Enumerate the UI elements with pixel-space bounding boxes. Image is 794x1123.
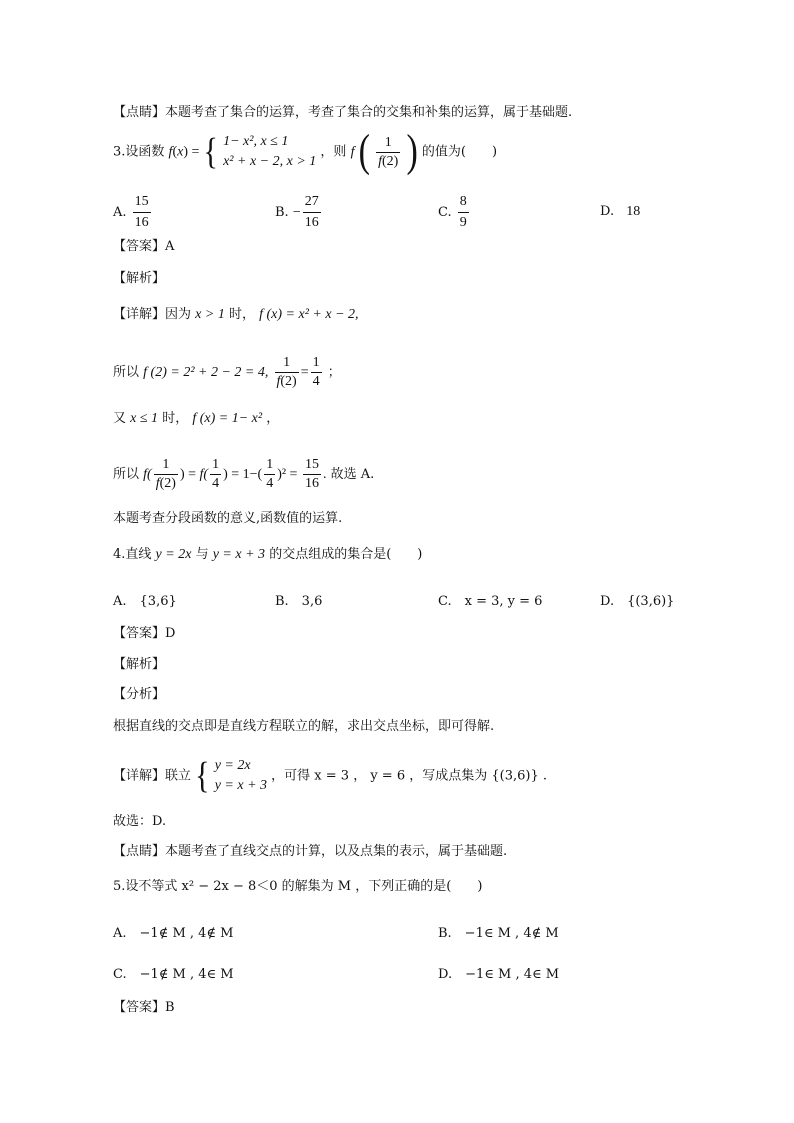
q4-option-b: B. 3,6 bbox=[275, 594, 323, 609]
q4-answer: 【答案】D bbox=[113, 626, 176, 641]
q3-d-value: 18 bbox=[626, 204, 641, 219]
q4-fenxi-text: 根据直线的交点即是直线方程联立的解，求出交点坐标，即可得解. bbox=[113, 719, 495, 734]
q4-detail-post: ，可得 x = 3 ， y = 6 ，写成点集为 {(3,6)} . bbox=[271, 768, 547, 784]
q3-so2-pre: 所以 bbox=[113, 467, 140, 482]
q4-sys-1: y = 2x bbox=[214, 758, 251, 773]
q3-again-mid: 时， bbox=[162, 411, 189, 426]
q3-so1-frac1: $\frac{1}{f(2)}$ bbox=[276, 355, 297, 389]
q3-a-frac: $\frac{15}{16}$ bbox=[134, 194, 149, 230]
q3-analysis: 【解析】 bbox=[113, 271, 166, 286]
q3-so1: 所以 f (2) = 2² + 2 − 2 = 4, $\frac{1}{f(2)}$ = $\frac{1}{4}$ ； bbox=[113, 355, 341, 389]
q3-again bbox=[113, 412, 279, 426]
q3-detail-mid: 时， bbox=[228, 307, 255, 322]
q3-c-label: C. bbox=[438, 205, 452, 220]
q4-fenxi: 【分析】 bbox=[113, 687, 166, 702]
q4-post: 的交点组成的集合是( ) bbox=[269, 547, 423, 562]
q3-a-label: A. bbox=[113, 205, 127, 220]
q3-option-d bbox=[600, 204, 640, 220]
q3-mid: ，则 bbox=[320, 144, 347, 160]
q4-pre: 4.直线 bbox=[113, 547, 152, 562]
q3-cases bbox=[223, 132, 316, 172]
q3-so2: 所以 f( $\frac{1}{f(2)}$ ) = f( $\frac{1}{4}$ ) = 1−( $\frac{1}{4}$ )² = $\frac{15}{16}$ . 故选 A. bbox=[113, 457, 375, 491]
q3-so1-end: ； bbox=[327, 365, 341, 380]
q5-answer: 【答案】B bbox=[113, 1000, 175, 1015]
q3-note: 本题考查分段函数的意义,函数值的运算. bbox=[113, 511, 343, 526]
question-3-stem bbox=[113, 126, 498, 177]
q3-again-eq: f (x) = 1− x² bbox=[192, 411, 263, 426]
q3-case-1: 1− x², x ≤ 1 bbox=[223, 134, 289, 149]
q3-b-frac: $\frac{27}{16}$ bbox=[304, 194, 319, 230]
question-5-stem: 5.设不等式 x² − 2x − 8＜0 的解集为 M ，下列正确的是( ) bbox=[113, 879, 483, 894]
q3-lparen: ( bbox=[358, 126, 370, 177]
q3-again-end: ， bbox=[266, 411, 280, 426]
q3-pre: 3.设函数 bbox=[113, 144, 165, 160]
q3-post: 的值为( ) bbox=[421, 144, 498, 160]
dianjing-line-1: 【点睛】本题考查了集合的运算，考查了集合的交集和补集的运算，属于基础题. bbox=[113, 105, 573, 120]
q3-fx: f(x) = bbox=[168, 144, 200, 160]
q3-option-c bbox=[438, 194, 471, 231]
q4-option-d: D. {(3,6)} bbox=[600, 594, 675, 609]
q3-so2-tail: 故选 A. bbox=[330, 467, 375, 482]
q4-line-1: y = 2x bbox=[155, 547, 192, 562]
q3-d-label: D. bbox=[600, 204, 615, 219]
q4-analysis: 【解析】 bbox=[113, 657, 166, 672]
q3-detail-pre: 【详解】因为 bbox=[113, 307, 192, 322]
q3-rparen: ) bbox=[406, 126, 418, 177]
q3-answer: 【答案】A bbox=[113, 239, 175, 254]
q3-again-cond: x ≤ 1 bbox=[130, 411, 159, 426]
q3-detail bbox=[113, 308, 359, 322]
q3-detail-cond: x > 1 bbox=[195, 307, 225, 322]
q3-so1-pre: 所以 bbox=[113, 365, 140, 380]
q5-option-d: D. −1∈ M , 4∈ M bbox=[438, 967, 560, 982]
q3-f: f bbox=[350, 144, 355, 160]
q4-cases bbox=[215, 756, 267, 796]
q5-option-b: B. −1∈ M , 4∉ M bbox=[438, 926, 559, 941]
q4-mid: 与 bbox=[195, 547, 209, 562]
q4-choose: 故选：D. bbox=[113, 814, 167, 829]
q3-frac: $\frac{1}{f(2)}$ bbox=[378, 134, 399, 169]
q3-c-frac: $\frac{8}{9}$ bbox=[459, 194, 467, 230]
q5-option-c: C. −1∉ M , 4∈ M bbox=[113, 967, 234, 982]
q4-brace: { bbox=[195, 754, 210, 796]
q4-option-c: C. x = 3, y = 6 bbox=[438, 594, 543, 609]
q3-case-2: x² + x − 2, x > 1 bbox=[223, 154, 317, 169]
question-4-stem bbox=[113, 548, 422, 562]
q3-option-a bbox=[113, 194, 153, 231]
q3-so1-frac2: $\frac{1}{4}$ bbox=[312, 355, 320, 389]
q3-again-pre: 又 bbox=[113, 411, 127, 426]
q3-detail-eq: f (x) = x² + x − 2, bbox=[259, 307, 359, 322]
q5-option-a: A. −1∉ M , 4∉ M bbox=[113, 926, 234, 941]
q4-option-a: A. {3,6} bbox=[113, 594, 177, 609]
q4-line-2: y = x + 3 bbox=[212, 547, 266, 562]
q3-b-label: B. bbox=[275, 205, 289, 220]
q3-brace: { bbox=[203, 130, 218, 172]
q4-detail bbox=[113, 756, 547, 796]
q4-sys-2: y = x + 3 bbox=[214, 778, 268, 793]
q4-detail-pre: 【详解】联立 bbox=[113, 768, 192, 784]
q3-so1-eq: f (2) = 2² + 2 − 2 = 4, bbox=[143, 365, 269, 380]
q4-dianjing: 【点睛】本题考查了直线交点的计算，以及点集的表示，属于基础题. bbox=[113, 844, 508, 859]
q3-option-b: B. − $\frac{27}{16}$ bbox=[275, 194, 319, 230]
